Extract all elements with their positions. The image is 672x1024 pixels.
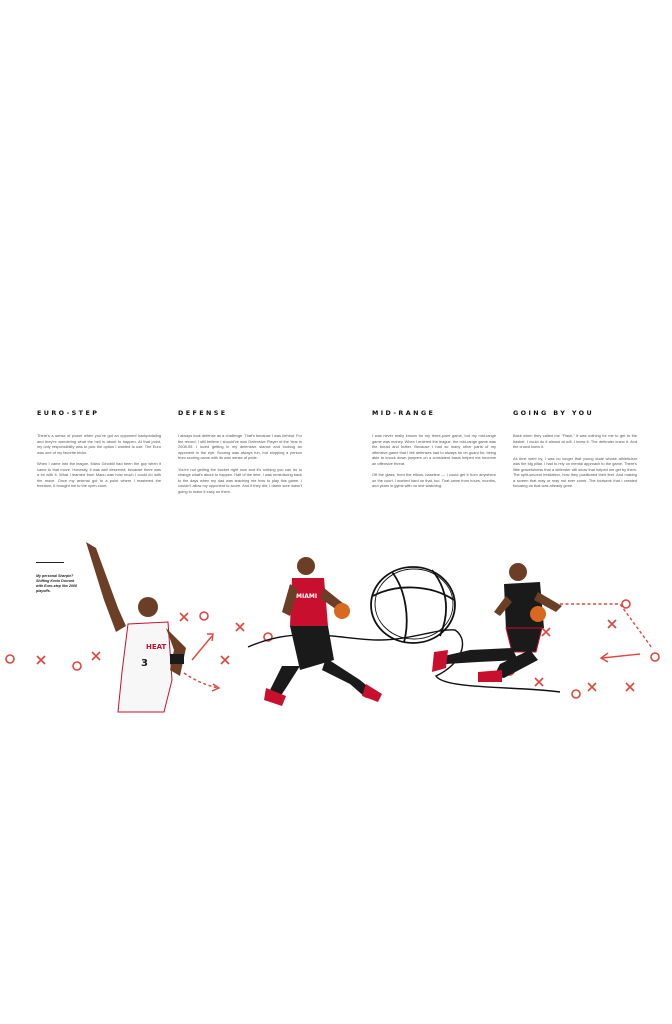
play-arrows [184,604,652,688]
section-heading-defense: DEFENSE [178,409,228,417]
x-mark [626,683,634,691]
x-mark [37,656,45,664]
section-heading-going-by-you: GOING BY YOU [513,409,595,417]
paragraph: Off the glass, from the elbow, baseline — I could get it from anywhere on the court. I worked hard on that, too. That came from hours, months, and years in gyms with no one watching. [372,472,496,488]
photo-caption: My personal Sharpie? Shifting Kevin Durrant with Euro-step like 2008 playoffs. [36,574,77,593]
basketball-icon [371,567,455,643]
paragraph: As time went by, I was no longer that young dude whose athleticism was the big pillar. I had to rely on mental approach to the game. There's little gracefulness that a defender will show that helped me get by them. The split-second hesitation, how they positioned their feet. And making a screen that may or may not ever come. The footwork that I created focusing on that was already gone. [513,455,637,488]
x-mark [92,652,100,660]
dashed-arrow-left [184,673,218,688]
o-mark [622,600,630,608]
svg-text:HEAT: HEAT [146,643,167,651]
x-mark [236,623,244,631]
paragraph: Back when they called me "Flash," it was nothing for me to get to the basket. I could do it almost at will. I knew it. The defender knew it. And the crowd knew it. [513,433,637,449]
paragraph: There's a sense of power when you've got an opponent backpedaling and they're wondering what the hell is about to happen. At that point, my only responsibility was to pick the option I wanted to use. The Euro was one of my favorite tricks. [37,433,161,455]
x-mark [180,613,188,621]
o-mark [6,655,14,663]
x-mark [535,678,543,686]
o-marks [6,600,659,698]
solid-arrow-left [192,636,212,660]
section-heading-euro-step: EURO-STEP [37,409,100,417]
svg-text:3: 3 [141,658,148,669]
svg-text:MIAMI: MIAMI [296,593,318,600]
o-mark [572,690,580,698]
player-figure-left [86,542,186,712]
o-mark [200,612,208,620]
x-mark [588,683,596,691]
dashed-arrow-right-top [560,604,652,648]
solid-arrow-right [602,654,640,658]
paragraph: I always took defense as a challenge. That's because I was behind. For the record, I still believe I should've won Defensive Player of the Year in 2008-09. I loved getting in my defensive stance and looking an opponent in the eye. Scoring was always fun, but stopping a person from scoring came with its own sense of pride. [178,433,302,460]
x-mark [608,620,616,628]
paragraph: I was never really known for my three-point game, but my mid-range game was money. When I entered the league, the mid-range game was the bread and butter. Because I had so many other parts of my offensive game that I felt defenses had to always be on guard for, being able to knock down jumpers on a consistent basis helped me become an offensive threat. [372,433,496,466]
x-mark [542,628,550,636]
paragraph: You're not getting the bucket right now and it's nothing you can do to change what's about to happen. Half of the time, I was reminiscing back to the days when my dad was teaching me how to play this game. I couldn't allow my opponent to score. And if they did, I damn sure wasn't going to make it easy on them. [178,466,302,494]
section-heading-mid-range: MID-RANGE [372,409,436,417]
o-mark [651,653,659,661]
paragraph: When I came into the league, Manu Ginobili had been the guy when it came to that move. Honestly, it was well deserved, because there was a lot with it. What I learned from Manu was how much I could do with the move. Once my arsenal got to a point where I mastered the freedom, it brought me to the open court. [37,461,161,488]
x-mark [221,656,229,664]
player-figure-center [264,557,382,706]
o-mark [73,662,81,670]
player-figure-right [432,563,562,682]
